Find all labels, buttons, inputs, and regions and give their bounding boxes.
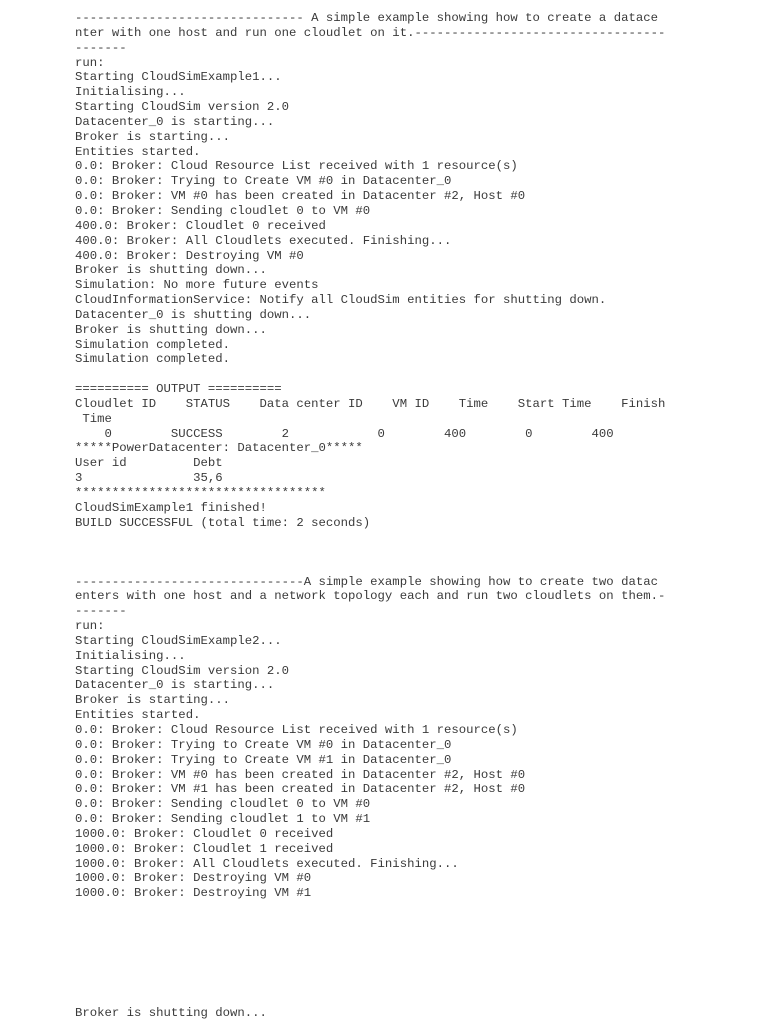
example2-section <box>75 575 675 902</box>
log-line: Starting CloudSimExample1... <box>75 70 282 85</box>
log-line: run: <box>75 619 105 634</box>
log-line: 0.0: Broker: Sending cloudlet 0 to VM #0 <box>75 797 371 812</box>
log-line: 0.0: Broker: Trying to Create VM #0 in Datacenter_0 <box>75 737 452 752</box>
log-line: Broker is starting... <box>75 129 230 144</box>
header-line: enters with one host and a network topology each and run two cloudlets on them.- <box>75 589 666 604</box>
log-line: Starting CloudSimExample2... <box>75 633 282 648</box>
log-line: 1000.0: Broker: Destroying VM #1 <box>75 886 312 901</box>
header-line: -------------------------------A simple example showing how to create two datac <box>75 574 658 589</box>
example2-log <box>75 619 675 901</box>
log-line: 0.0: Broker: Trying to Create VM #0 in Datacenter_0 <box>75 174 452 189</box>
console-document <box>75 11 675 901</box>
output-table-row: 0 SUCCESS 2 0 400 0 400 <box>75 426 614 441</box>
log-line: Broker is shutting down... <box>75 322 267 337</box>
log-line: 0.0: Broker: VM #0 has been created in Datacenter #2, Host #0 <box>75 189 526 204</box>
log-line: 400.0: Broker: Cloudlet 0 received <box>75 218 326 233</box>
finished-line: CloudSimExample1 finished! <box>75 500 267 515</box>
log-line: run: <box>75 55 105 70</box>
header-line: ------------------------------- A simple example showing how to create a datace <box>75 11 658 25</box>
example2-trailer-line: Broker is shutting down... <box>75 1006 267 1020</box>
log-line: Datacenter_0 is starting... <box>75 114 275 129</box>
debt-header: User id Debt <box>75 456 223 471</box>
spacer <box>75 531 675 575</box>
log-line: 1000.0: Broker: Cloudlet 1 received <box>75 841 334 856</box>
log-line: 400.0: Broker: Destroying VM #0 <box>75 248 304 263</box>
log-line: Simulation: No more future events <box>75 278 319 293</box>
log-line: Broker is shutting down... <box>75 263 267 278</box>
log-line: 400.0: Broker: All Cloudlets executed. Finishing... <box>75 233 452 248</box>
log-line: 1000.0: Broker: Destroying VM #0 <box>75 871 312 886</box>
log-line: 0.0: Broker: VM #1 has been created in Datacenter #2, Host #0 <box>75 782 526 797</box>
log-line: Entities started. <box>75 708 201 723</box>
example1-log <box>75 56 675 368</box>
output-table-header-wrap: Time <box>75 411 112 426</box>
log-line: Starting CloudSim version 2.0 <box>75 663 290 678</box>
log-line: Datacenter_0 is starting... <box>75 678 275 693</box>
log-line: 0.0: Broker: Sending cloudlet 0 to VM #0 <box>75 203 371 218</box>
log-line: 0.0: Broker: Cloud Resource List received with 1 resource(s) <box>75 722 518 737</box>
log-line: Initialising... <box>75 85 186 100</box>
log-line: 0.0: Broker: Sending cloudlet 1 to VM #1 <box>75 812 371 827</box>
example2-header <box>75 575 675 620</box>
log-line: 1000.0: Broker: All Cloudlets executed. Finishing... <box>75 856 459 871</box>
header-line: nter with one host and run one cloudlet on it.---------------------------------- <box>75 25 666 40</box>
debt-row: 3 35,6 <box>75 471 223 486</box>
example1-section <box>75 11 675 531</box>
header-line: ------- <box>75 604 127 619</box>
log-line: Datacenter_0 is shutting down... <box>75 307 312 322</box>
log-line: 1000.0: Broker: Cloudlet 0 received <box>75 826 334 841</box>
log-line: Broker is starting... <box>75 693 230 708</box>
log-line: Starting CloudSim version 2.0 <box>75 100 290 115</box>
header-line: ------- <box>75 40 127 55</box>
log-line: Simulation completed. <box>75 337 230 352</box>
separator-line: ********************************** <box>75 486 326 500</box>
datacenter-banner: *****PowerDatacenter: Datacenter_0***** <box>75 441 363 456</box>
log-line: Simulation completed. <box>75 352 230 367</box>
example1-output <box>75 382 675 530</box>
output-table-header: Cloudlet ID STATUS Data center ID VM ID Time Start Time Finish <box>75 396 666 411</box>
output-banner: ========== OUTPUT ========== <box>75 382 282 397</box>
log-line: 0.0: Broker: VM #0 has been created in Datacenter #2, Host #0 <box>75 767 526 782</box>
spacer <box>75 367 675 382</box>
log-line: Initialising... <box>75 648 186 663</box>
build-status: BUILD SUCCESSFUL (total time: 2 seconds) <box>75 515 371 530</box>
log-line: 0.0: Broker: Cloud Resource List received with 1 resource(s) <box>75 159 518 174</box>
log-line: CloudInformationService: Notify all CloudSim entities for shutting down. <box>75 293 607 308</box>
log-line: 0.0: Broker: Trying to Create VM #1 in Datacenter_0 <box>75 752 452 767</box>
log-line: Entities started. <box>75 144 201 159</box>
example1-header <box>75 11 675 56</box>
